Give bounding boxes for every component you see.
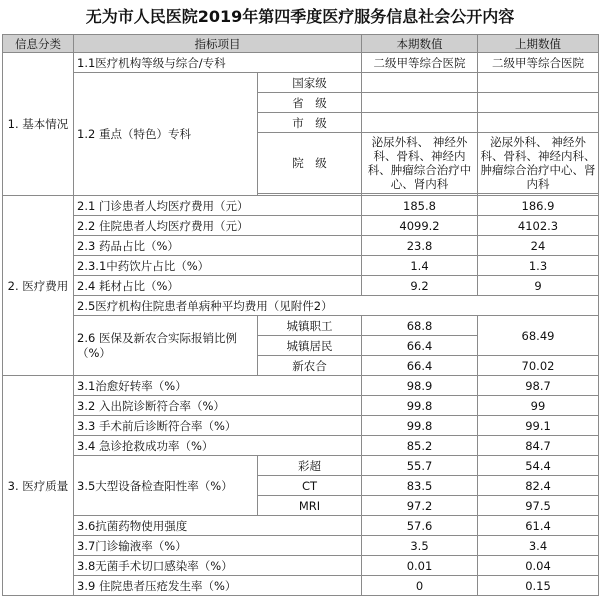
indicator-label: 2.5医疗机构住院患者单病种平均费用（见附件2） — [74, 296, 599, 316]
indicator-label: 3.2 入出院诊断符合率（%） — [74, 396, 362, 416]
table-row — [3, 73, 599, 93]
previous-value: 186.9 — [478, 196, 599, 216]
col-category: 信息分类 — [3, 35, 74, 53]
sub-label: 城镇职工 — [258, 316, 362, 336]
current-value: 55.7 — [362, 456, 478, 476]
current-value — [362, 93, 478, 113]
current-value: 185.8 — [362, 196, 478, 216]
previous-value: 0.04 — [478, 556, 599, 576]
section-basic: 1. 基本情况 — [3, 53, 74, 196]
sub-label: CT — [258, 476, 362, 496]
current-value: 0.01 — [362, 556, 478, 576]
previous-value: 99.1 — [478, 416, 599, 436]
previous-value: 0.15 — [478, 576, 599, 596]
previous-value: 61.4 — [478, 516, 599, 536]
sub-label: 院 级 — [258, 133, 362, 194]
current-value: 9.2 — [362, 276, 478, 296]
previous-value: 3.4 — [478, 536, 599, 556]
table-row — [3, 216, 599, 236]
previous-value: 4102.3 — [478, 216, 599, 236]
col-current: 本期数值 — [362, 35, 478, 53]
table-row — [3, 516, 599, 536]
indicator-label: 2.1 门诊患者人均医疗费用（元） — [74, 196, 362, 216]
previous-value: 24 — [478, 236, 599, 256]
indicator-label: 1.1医疗机构等级与综合/专科 — [74, 53, 362, 73]
previous-value: 二级甲等综合医院 — [478, 53, 599, 73]
current-value: 66.4 — [362, 356, 478, 376]
indicator-label: 1.2 重点（特色）专科 — [74, 73, 258, 196]
current-value: 99.8 — [362, 396, 478, 416]
current-value: 97.2 — [362, 496, 478, 516]
current-value: 泌尿外科、 神经外科、骨科、神经内科、肿瘤综合治疗中心、肾内科 — [362, 133, 478, 194]
section-quality: 3. 医疗质量 — [3, 376, 74, 596]
indicator-label: 2.3.1中药饮片占比（%） — [74, 256, 362, 276]
sub-label: 市 级 — [258, 113, 362, 133]
sub-label: 城镇居民 — [258, 336, 362, 356]
previous-value — [478, 93, 599, 113]
current-value: 85.2 — [362, 436, 478, 456]
previous-value: 82.4 — [478, 476, 599, 496]
previous-value: 1.3 — [478, 256, 599, 276]
table-row — [3, 396, 599, 416]
table-row — [3, 276, 599, 296]
table-row — [3, 456, 599, 476]
current-value: 4099.2 — [362, 216, 478, 236]
sub-label: MRI — [258, 496, 362, 516]
current-value: 1.4 — [362, 256, 478, 276]
col-indicator: 指标项目 — [74, 35, 362, 53]
section-cost: 2. 医疗费用 — [3, 196, 74, 376]
indicator-label: 2.6 医保及新农合实际报销比例（%） — [74, 316, 258, 376]
table-row — [3, 196, 599, 216]
table-header — [3, 35, 599, 53]
current-value: 二级甲等综合医院 — [362, 53, 478, 73]
current-value: 98.9 — [362, 376, 478, 396]
col-previous: 上期数值 — [478, 35, 599, 53]
indicator-label: 3.3 手术前后诊断符合率（%） — [74, 416, 362, 436]
sub-label: 省 级 — [258, 93, 362, 113]
indicator-label: 2.3 药品占比（%） — [74, 236, 362, 256]
indicator-label: 3.8无菌手术切口感染率（%） — [74, 556, 362, 576]
current-value — [362, 113, 478, 133]
sub-label: 国家级 — [258, 73, 362, 93]
previous-value — [478, 113, 599, 133]
current-value: 66.4 — [362, 336, 478, 356]
previous-value: 99 — [478, 396, 599, 416]
current-value: 23.8 — [362, 236, 478, 256]
previous-value: 84.7 — [478, 436, 599, 456]
table-row — [3, 556, 599, 576]
indicator-label: 3.9 住院患者压疮发生率（%） — [74, 576, 362, 596]
current-value: 68.8 — [362, 316, 478, 336]
table-row — [3, 416, 599, 436]
disclosure-table — [2, 34, 599, 596]
previous-value: 70.02 — [478, 356, 599, 376]
indicator-label: 3.5大型设备检查阳性率（%） — [74, 456, 258, 516]
previous-value: 54.4 — [478, 456, 599, 476]
previous-value: 68.49 — [478, 316, 599, 356]
previous-value: 9 — [478, 276, 599, 296]
page-title: 无为市人民医院2019年第四季度医疗服务信息社会公开内容 — [85, 7, 515, 26]
table-row — [3, 436, 599, 456]
sub-label: 新农合 — [258, 356, 362, 376]
table-row — [3, 316, 599, 336]
current-value: 99.8 — [362, 416, 478, 436]
table-row — [3, 53, 599, 73]
previous-value — [478, 73, 599, 93]
indicator-label: 3.1治愈好转率（%） — [74, 376, 362, 396]
current-value: 0 — [362, 576, 478, 596]
current-value: 3.5 — [362, 536, 478, 556]
table-row — [3, 576, 599, 596]
current-value — [362, 73, 478, 93]
table-row — [3, 236, 599, 256]
indicator-label: 2.4 耗材占比（%） — [74, 276, 362, 296]
previous-value: 泌尿外科、 神经外科、骨科、神经内科、肿瘤综合治疗中心、肾内科 — [478, 133, 599, 194]
indicator-label: 3.7门诊输液率（%） — [74, 536, 362, 556]
previous-value: 97.5 — [478, 496, 599, 516]
table-row — [3, 376, 599, 396]
table-row — [3, 256, 599, 276]
table-row — [3, 296, 599, 316]
current-value: 83.5 — [362, 476, 478, 496]
table-row — [3, 536, 599, 556]
sub-label: 彩超 — [258, 456, 362, 476]
indicator-label: 2.2 住院患者人均医疗费用（元） — [74, 216, 362, 236]
previous-value: 98.7 — [478, 376, 599, 396]
current-value: 57.6 — [362, 516, 478, 536]
indicator-label: 3.4 急诊抢救成功率（%） — [74, 436, 362, 456]
indicator-label: 3.6抗菌药物使用强度 — [74, 516, 362, 536]
